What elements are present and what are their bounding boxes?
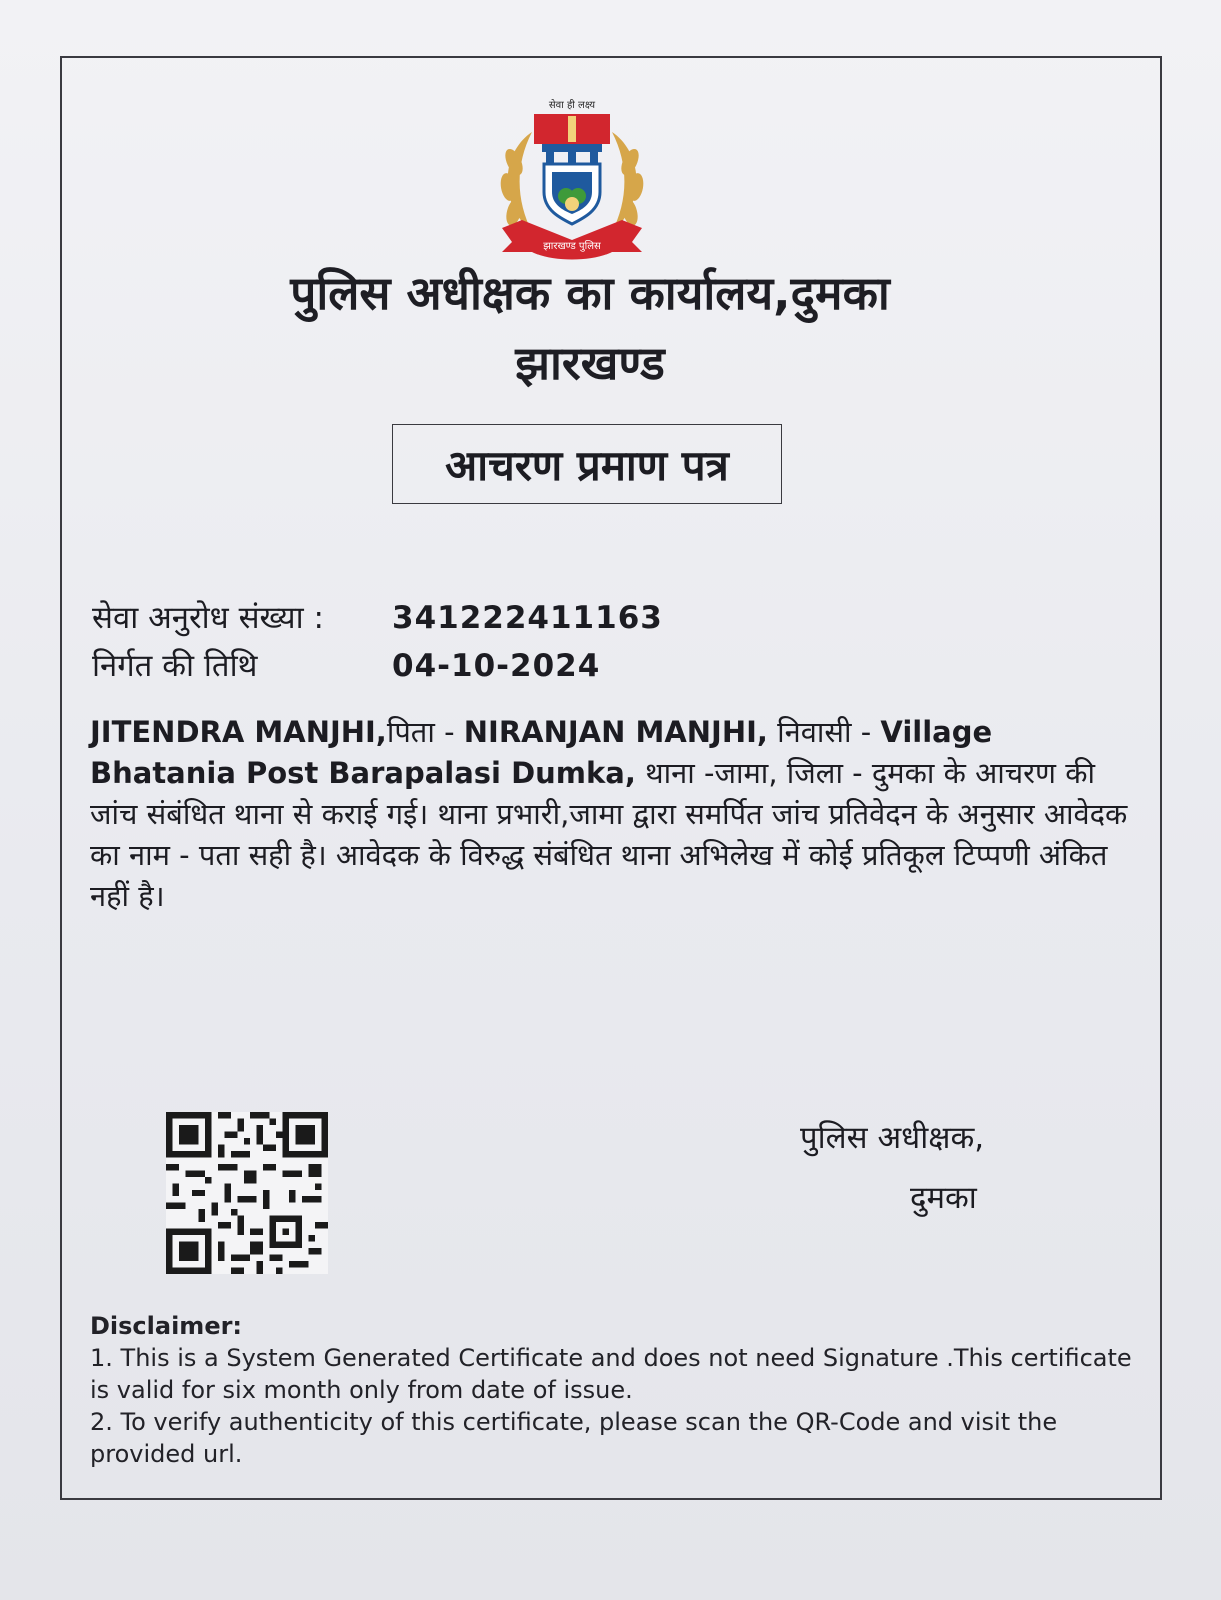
- issue-date-label: निर्गत की तिथि: [92, 648, 258, 684]
- disclaimer-item-1: 1. This is a System Generated Certificate and does not need Signature .This certificate is valid for six month only from date of issue.: [90, 1344, 1132, 1404]
- authority-place: दुमका: [910, 1180, 977, 1216]
- jharkhand-police-emblem: [472, 92, 672, 272]
- applicant-name: JITENDRA MANJHI,: [90, 715, 387, 749]
- office-state: झारखण्ड: [515, 336, 665, 390]
- qr-code[interactable]: [166, 1112, 328, 1274]
- issue-date-row: [92, 646, 600, 686]
- office-heading: [90, 258, 1090, 398]
- emblem-ribbon: [502, 220, 642, 260]
- disclaimer-heading: Disclaimer:: [90, 1312, 243, 1340]
- certificate-body: [90, 712, 1140, 917]
- issuing-authority: [800, 1108, 1080, 1228]
- father-prefix: पिता -: [386, 715, 464, 749]
- disclaimer-item-2: 2. To verify authenticity of this certificate, please scan the QR-Code and visit the provided url.: [90, 1408, 1058, 1468]
- issue-date-value: 04-10-2024: [392, 648, 601, 684]
- office-name: पुलिस अधीक्षक का कार्यालय,दुमका: [290, 266, 890, 320]
- body-statement: थाना -जामा, जिला - दुमका के आचरण की जांच संबंधित थाना से कराई गई। थाना प्रभारी,जामा द्वारा समर्पित जांच प्रतिवेदन के अनुसार आवेदक का नाम - पता सही है। आवेदक के विरुद्ध संबंधित थाना अभिलेख में कोई प्रतिकूल टिप्पणी अंकित नहीं है।: [90, 756, 1128, 913]
- disclaimer-section: [90, 1310, 1140, 1470]
- father-name: NIRANJAN MANJHI,: [463, 715, 768, 749]
- request-number-label: सेवा अनुरोध संख्या :: [92, 600, 324, 636]
- certificate-title-box: [392, 424, 782, 504]
- certificate-title: आचरण प्रमाण पत्र: [445, 440, 729, 490]
- resident-prefix: निवासी -: [767, 715, 881, 749]
- emblem-ribbon-text: झारखण्ड पुलिस: [543, 241, 601, 252]
- request-number-value: 341222411163: [392, 600, 663, 636]
- request-number-row: [92, 598, 663, 638]
- emblem-motto: सेवा ही लक्ष्य: [548, 100, 596, 111]
- authority-title: पुलिस अधीक्षक,: [800, 1120, 985, 1156]
- applicant-address: Village Bhatania Post Barapalasi Dumka,: [90, 715, 993, 790]
